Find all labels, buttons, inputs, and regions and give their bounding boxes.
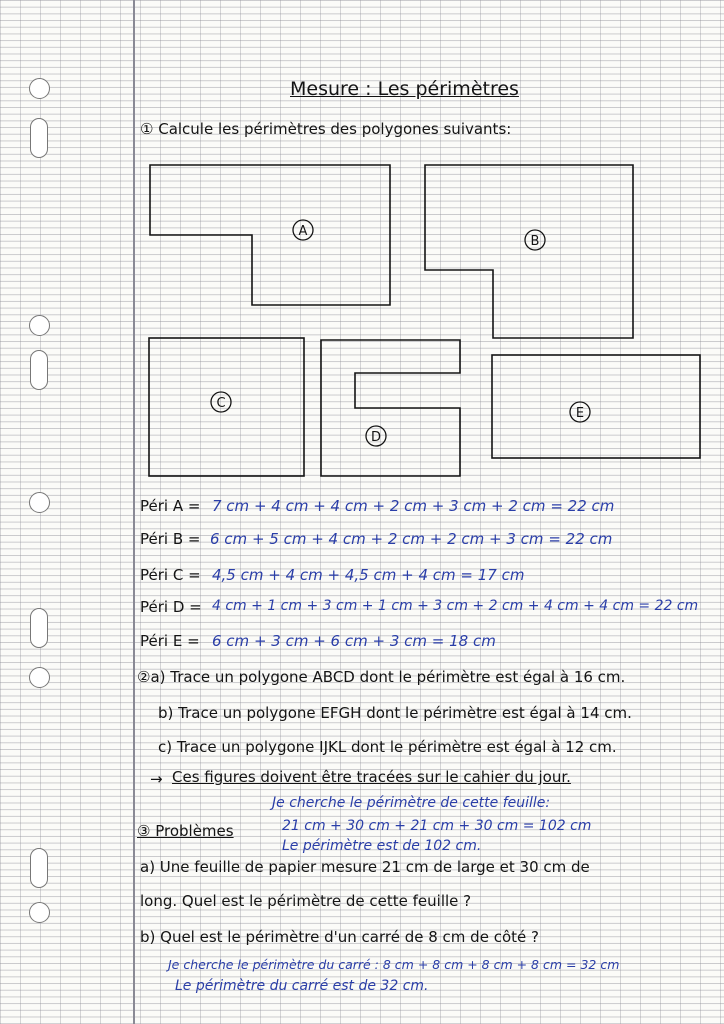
answer-problem-a-line3: Le périmètre est de 102 cm. (282, 838, 482, 854)
answer-problem-a-line1: Je cherche le périmètre de cette feuille: (272, 795, 551, 811)
polygon-c (149, 338, 304, 476)
answer-problem-b-line1: Je cherche le périmètre du carré : 8 cm + 8 cm + 8 cm + 8 cm = 32 cm (168, 957, 620, 972)
answer-b-label: Péri B = (140, 530, 201, 548)
answer-d-label: Péri D = (140, 598, 202, 616)
label-c: C (216, 396, 226, 411)
problems-heading: ③ Problèmes (137, 822, 234, 840)
answer-problem-b-line2: Le périmètre du carré est de 32 cm. (175, 978, 429, 994)
polygon-b (425, 165, 633, 338)
exercise2-c: c) Trace un polygone IJKL dont le périmètre est égal à 12 cm. (158, 738, 617, 756)
answer-c-calc: 4,5 cm + 4 cm + 4,5 cm + 4 cm = 17 cm (212, 566, 525, 584)
exercise2-note: Ces figures doivent être tracées sur le cahier du jour. (172, 768, 571, 786)
problem-a-line2: long. Quel est le périmètre de cette feuille ? (140, 892, 472, 910)
answer-e-calc: 6 cm + 3 cm + 6 cm + 3 cm = 18 cm (212, 632, 496, 650)
polygon-d (321, 340, 460, 476)
exercise1-instruction: ① Calcule les périmètres des polygones suivants: (140, 120, 512, 138)
problem-a-line1: a) Une feuille de papier mesure 21 cm de large et 30 cm de (140, 858, 590, 876)
answer-c-label: Péri C = (140, 566, 201, 584)
exercise2-b: b) Trace un polygone EFGH dont le périmètre est égal à 14 cm. (158, 704, 632, 722)
label-e: E (575, 406, 585, 421)
label-b: B (530, 234, 540, 249)
answer-problem-a-line2: 21 cm + 30 cm + 21 cm + 30 cm = 102 cm (282, 818, 592, 834)
polygon-a (150, 165, 390, 305)
label-a: A (298, 224, 308, 239)
answer-e-label: Péri E = (140, 632, 200, 650)
exercise2-a: ②a) Trace un polygone ABCD dont le périmètre est égal à 16 cm. (137, 668, 626, 686)
label-d: D (370, 430, 382, 445)
answer-b-calc: 6 cm + 5 cm + 4 cm + 2 cm + 2 cm + 3 cm = 22 cm (210, 530, 613, 548)
problem-b: b) Quel est le périmètre d'un carré de 8 cm de côté ? (140, 928, 539, 946)
answer-a-calc: 7 cm + 4 cm + 4 cm + 2 cm + 3 cm + 2 cm = 22 cm (212, 497, 615, 515)
page-title: Mesure : Les périmètres (290, 78, 519, 100)
polygon-e (492, 355, 700, 458)
arrow-icon: → (150, 770, 163, 788)
answer-a-label: Péri A = (140, 497, 201, 515)
answer-d-calc: 4 cm + 1 cm + 3 cm + 1 cm + 3 cm + 2 cm + 4 cm + 4 cm = 22 cm (212, 598, 699, 614)
